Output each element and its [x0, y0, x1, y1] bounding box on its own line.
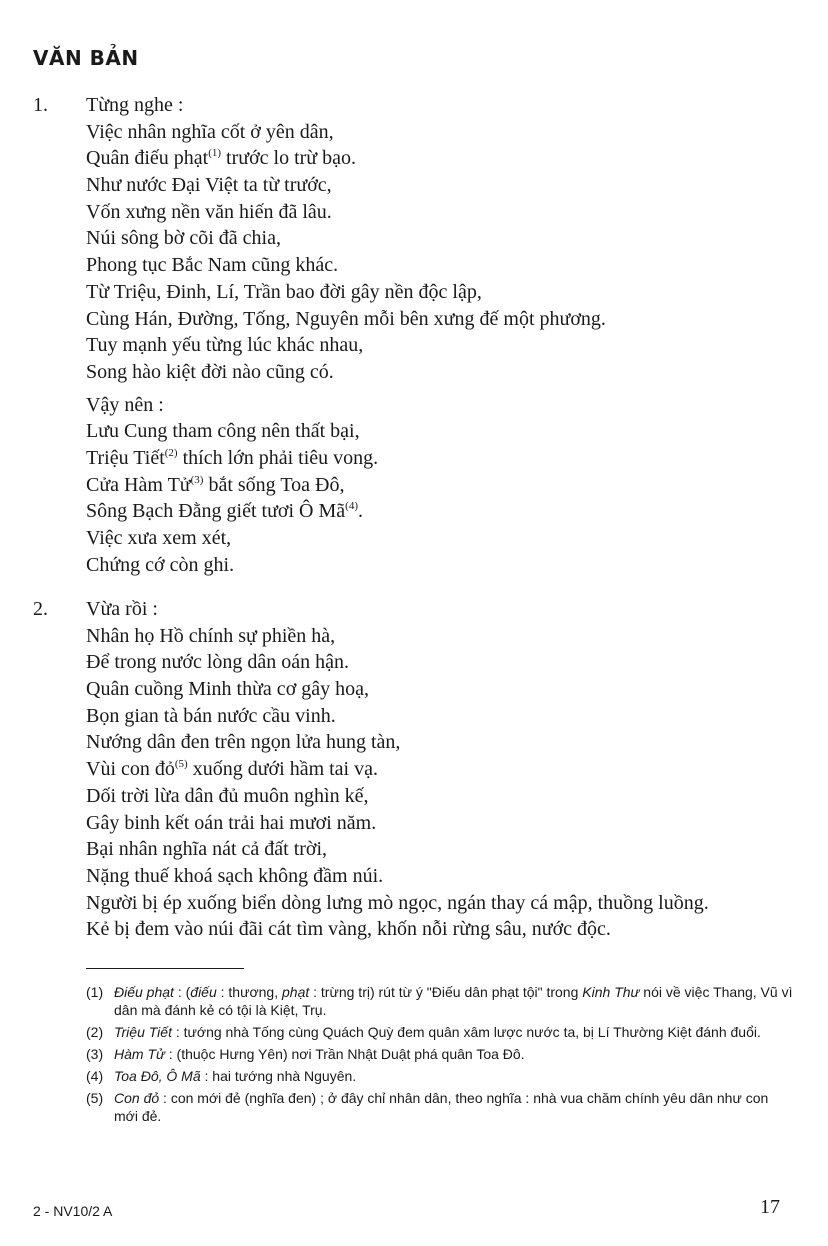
section-number: 2.	[33, 598, 48, 620]
poem-line	[86, 756, 806, 783]
poem-line: Nhân họ Hồ chính sự phiền hà,	[86, 624, 336, 647]
footnote	[86, 1067, 796, 1085]
poem-line: Người bị ép xuống biển dòng lưng mò ngọc, ngán thay cá mập, thuồng luồng.	[86, 891, 709, 914]
poem-text: Quân điếu phạt	[86, 147, 209, 170]
book-code: 2 - NV10/2 A	[33, 1203, 113, 1219]
footnote-term: Hàm Tử	[114, 1046, 165, 1062]
footnote-text: : thương,	[216, 984, 282, 1000]
poem-line: Vừa rồi :	[86, 598, 158, 620]
footnote-ref: (3)	[190, 473, 204, 486]
poem-line: Nướng dân đen trên ngọn lửa hung tàn,	[86, 731, 401, 754]
poem-line: Lưu Cung tham công nên thất bại,	[86, 420, 360, 443]
poem-text: Cửa Hàm Tử	[86, 473, 191, 496]
poem-line: Vốn xưng nền văn hiến đã lâu.	[86, 200, 332, 223]
footnote-text: : trừng trị) rút từ ý "Điếu dân phạt tội" trong	[309, 984, 583, 1000]
footnote-text: : (	[173, 984, 191, 1000]
footnote-ref: (5)	[174, 758, 188, 771]
poem-lines	[86, 92, 806, 578]
footnote-text: : tướng nhà Tống cùng Quách Quỳ đem quân xâm lược nước ta, bị Lí Thường Kiệt đánh đuổi.	[171, 1024, 761, 1040]
footnote-ref: (2)	[164, 446, 178, 459]
poem-text: thích lớn phải tiêu vong.	[177, 446, 379, 469]
poem-text: trước lo trừ bạo.	[221, 147, 357, 170]
poem-line: Từ Triệu, Đinh, Lí, Trần bao đời gây nền độc lập,	[86, 280, 482, 303]
footnote-ref: (1)	[208, 147, 222, 160]
footnote-text: nói về việc Thang, Vũ vì dân mà đánh kẻ có tội là Kiệt, Trụ.	[114, 984, 793, 1018]
poem-text: xuống dưới hầm tai vạ.	[187, 758, 378, 781]
poem-line: Phong tục Bắc Nam cũng khác.	[86, 254, 339, 277]
poem-line	[86, 498, 806, 525]
footnote-number: (5)	[86, 1090, 104, 1106]
poem-line: Như nước Đại Việt ta từ trước,	[86, 174, 332, 197]
footnote-term: Triệu Tiết	[114, 1024, 172, 1040]
poem-line: Quân cuồng Minh thừa cơ gây hoạ,	[86, 678, 370, 701]
footnote-divider	[86, 968, 244, 969]
footnote	[86, 1023, 796, 1041]
footnotes	[86, 983, 796, 1129]
poem-line	[86, 472, 806, 499]
poem-line: Cùng Hán, Đường, Tống, Nguyên mỗi bên xưng đế một phương.	[86, 307, 606, 330]
poem-line: Chứng cớ còn ghi.	[86, 553, 235, 576]
poem-text: Triệu Tiết	[86, 446, 165, 469]
poem-line: Núi sông bờ cõi đã chia,	[86, 227, 281, 250]
footnote-number: (3)	[86, 1046, 104, 1062]
footnote-term: phạt	[282, 984, 310, 1000]
footnote	[86, 1089, 796, 1125]
poem-text: Sông Bạch Đằng giết tươi Ô Mã	[86, 500, 346, 523]
footnote-text: : (thuộc Hưng Yên) nơi Trần Nhật Duật phá quân Toa Đô.	[164, 1046, 525, 1062]
poem-lines	[86, 596, 806, 943]
footnote-number: (1)	[86, 984, 104, 1000]
poem-line: Gây binh kết oán trải hai mươi năm.	[86, 811, 377, 834]
poem-line: Tuy mạnh yếu từng lúc khác nhau,	[86, 334, 364, 357]
poem-line: Song hào kiệt đời nào cũng có.	[86, 360, 334, 383]
footnote-term: Kinh Thư	[582, 984, 640, 1000]
footnote-term: điếu	[190, 984, 217, 1000]
poem-line	[86, 145, 806, 172]
footnote-text: : con mới đẻ (nghĩa đen) ; ở đây chỉ nhân dân, theo nghĩa : nhà vua chăm chính yêu dân như con mới đẻ.	[114, 1090, 769, 1124]
poem-line: Việc xưa xem xét,	[86, 527, 232, 549]
poem-line: Để trong nước lòng dân oán hận.	[86, 651, 350, 674]
footnote-term: Điếu phạt	[114, 984, 174, 1000]
poem-line: Bại nhân nghĩa nát cả đất trời,	[86, 838, 328, 861]
footnote	[86, 1045, 796, 1063]
poem-line: Vậy nên :	[86, 393, 164, 416]
poem-line: Từng nghe :	[86, 94, 184, 116]
poem-text: .	[358, 500, 363, 523]
footnote-ref: (4)	[345, 500, 358, 513]
footnote-number: (4)	[86, 1068, 104, 1084]
poem-text: Vùi con đỏ	[86, 758, 175, 781]
poem-line: Bọn gian tà bán nước cầu vinh.	[86, 704, 336, 727]
section-number: 1.	[33, 94, 48, 116]
footnote	[86, 983, 796, 1019]
poem-line: Dối trời lừa dân đủ muôn nghìn kế,	[86, 784, 369, 807]
poem-line: Việc nhân nghĩa cốt ở yên dân,	[86, 120, 334, 143]
page-number: 17	[760, 1196, 780, 1218]
footnote-term: Con đỏ	[114, 1090, 160, 1106]
footnote-number: (2)	[86, 1024, 104, 1040]
poem-line: Kẻ bị đem vào núi đãi cát tìm vàng, khốn nỗi rừng sâu, nước độc.	[86, 918, 611, 941]
footnote-text: : hai tướng nhà Nguyên.	[200, 1068, 357, 1084]
poem-line: Nặng thuế khoá sạch không đầm núi.	[86, 864, 384, 887]
section-heading: VĂN BẢN	[33, 46, 139, 70]
footnote-term: Toa Đô, Ô Mã	[114, 1068, 201, 1084]
poem-text: bắt sống Toa Đô,	[203, 473, 345, 496]
poem-line	[86, 445, 806, 472]
